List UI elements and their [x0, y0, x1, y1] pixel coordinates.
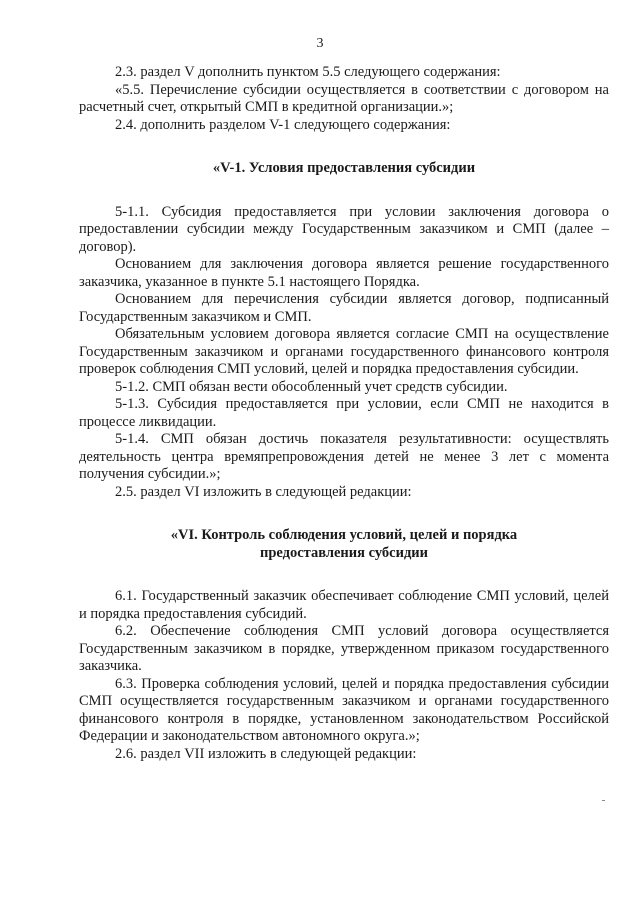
- paragraph: 6.3. Проверка соблюдения условий, целей и порядка предоставления субсидии СМП осуществляется государственным заказчиком и органами государственного финансового контроля в порядке, установленном законодательством Российской Федерации и законодательством автономного округа.»;: [79, 675, 609, 744]
- paragraph: 2.6. раздел VII изложить в следующей редакции:: [115, 745, 417, 762]
- paragraph: 6.1. Государственный заказчик обеспечивает соблюдение СМП условий, целей и порядка предоставления субсидий.: [79, 588, 609, 622]
- paragraph: 5-1.2. СМП обязан вести обособленный учет средств субсидии.: [115, 378, 508, 395]
- paragraph: Обязательным условием договора является согласие СМП на осуществление Государственным заказчиком и органами государственного финансового контроля проверок соблюдения СМП условий, целей и порядка предоставления субсидии.: [79, 326, 609, 377]
- paragraph: 5-1.3. Субсидия предоставляется при условии, если СМП не находится в процессе ликвидации.: [79, 396, 609, 430]
- paragraph: 6.2. Обеспечение соблюдения СМП условий договора осуществляется Государственным заказчиком в порядке, утвержденном приказом государственного заказчика.: [79, 623, 609, 674]
- paragraph: 2.3. раздел V дополнить пунктом 5.5 следующего содержания:: [115, 64, 501, 80]
- heading-line: предоставления субсидии: [259, 544, 428, 561]
- section-heading-vi: [79, 527, 609, 562]
- document-body: [79, 64, 609, 763]
- paragraph: 2.4. дополнить разделом V-1 следующего содержания:: [115, 116, 451, 133]
- paragraph: 2.5. раздел VI изложить в следующей редакции:: [115, 483, 412, 500]
- page-number: 3: [316, 36, 324, 51]
- scan-speck: [602, 800, 605, 801]
- paragraph: 5-1.4. СМП обязан достичь показателя результативности: осуществлять деятельность центра времяпрепровождения детей не менее 3 лет с момента получения субсидии.»;: [79, 431, 609, 482]
- heading-line: «VI. Контроль соблюдения условий, целей и порядка: [170, 527, 518, 543]
- section-heading-v1: «V-1. Условия предоставления субсидии: [212, 160, 476, 176]
- paragraph: 5-1.1. Субсидия предоставляется при условии заключения договора о предоставлении субсидии между Государственным заказчиком и СМП (далее – договор).: [79, 203, 609, 255]
- paragraph: «5.5. Перечисление субсидии осуществляется в соответствии с договором на расчетный счет, открытый СМП в кредитной организации.»;: [79, 81, 609, 115]
- paragraph: Основанием для заключения договора является решение государственного заказчика, указанное в пункте 5.1 настоящего Порядка.: [79, 256, 609, 290]
- paragraph: Основанием для перечисления субсидии является договор, подписанный Государственным заказчиком и СМП.: [79, 291, 609, 325]
